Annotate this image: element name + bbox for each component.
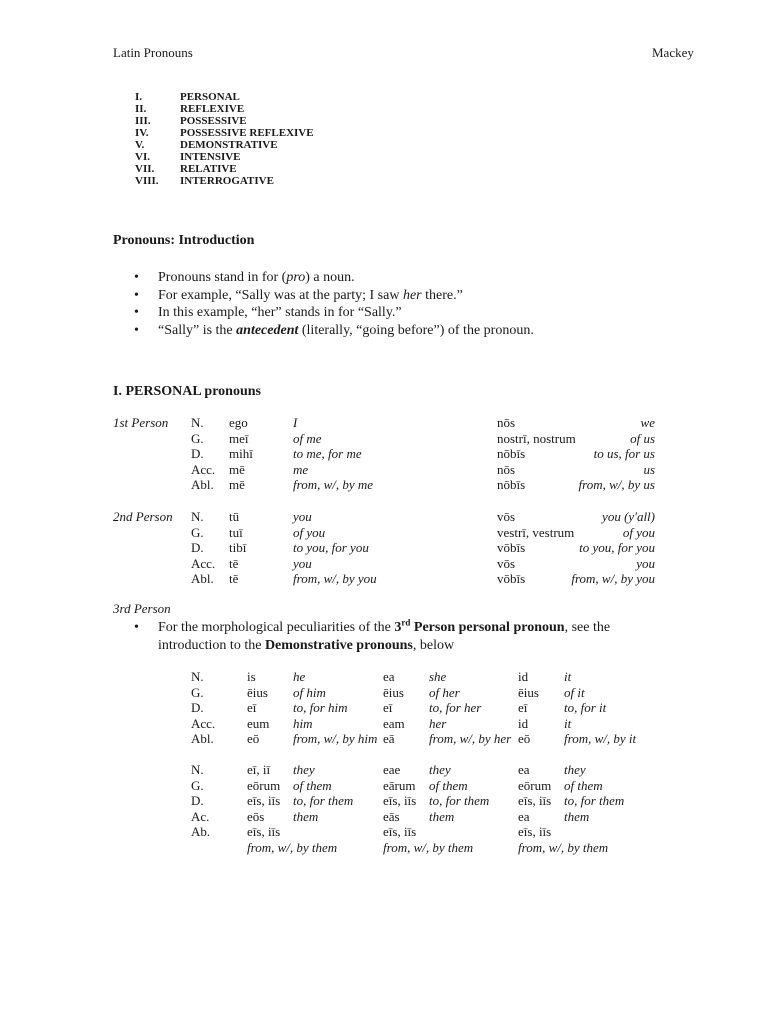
toc-label: POSSESSIVE REFLEXIVE xyxy=(180,127,314,139)
latin-plural-form: vōs xyxy=(497,555,516,571)
english-gloss: from, w/, by you xyxy=(293,571,377,586)
section-heading-personal: I. PERSONAL pronouns xyxy=(113,384,261,399)
case-label: Ab. xyxy=(191,824,211,839)
masc-gloss: them xyxy=(293,808,319,824)
ab-eng-f: from, w/, by them xyxy=(383,840,474,855)
fem-gloss: her xyxy=(429,715,447,731)
masc-form: is xyxy=(247,669,256,684)
latin-plural-form: nōbīs xyxy=(497,477,526,492)
case-label: G. xyxy=(191,684,204,700)
masc-gloss: to, for them xyxy=(293,793,354,808)
latin-form: tuī xyxy=(229,524,243,540)
english-gloss: you xyxy=(293,555,312,571)
case-label: D. xyxy=(191,540,204,555)
neut-gloss: to, for them xyxy=(564,793,625,808)
intro-heading: Pronouns: Introduction xyxy=(113,233,255,248)
masc-form: eīs, iīs xyxy=(247,793,281,808)
masc-form: eōrum xyxy=(247,777,281,793)
case-label: Acc. xyxy=(191,555,216,571)
neut-form: eī xyxy=(518,700,528,715)
toc-num: IV. xyxy=(135,127,149,139)
fem-form: ea xyxy=(383,669,395,684)
person-label: 2nd Person xyxy=(113,509,173,524)
masc-form: eīs, iīs xyxy=(247,824,281,839)
header-right: Mackey xyxy=(652,45,694,60)
latin-form: ego xyxy=(229,415,248,430)
toc-num: VII. xyxy=(135,163,155,175)
bullet-icon: • xyxy=(134,270,139,285)
neut-gloss: they xyxy=(564,762,586,777)
bullet-icon: • xyxy=(134,620,139,635)
neut-gloss: of it xyxy=(564,684,585,700)
third-person-note-line2 xyxy=(158,638,454,654)
latin-plural-form: nostrī, nostrum xyxy=(497,430,576,446)
note-sup: rd xyxy=(401,617,411,628)
english-plural-gloss: of you xyxy=(622,524,655,540)
third-person-note xyxy=(158,617,611,636)
english-gloss: from, w/, by me xyxy=(293,477,374,492)
case-label: N. xyxy=(191,415,204,430)
neut-gloss: it xyxy=(564,715,572,731)
bullet-icon: • xyxy=(134,322,139,338)
bullet-text: “Sally” is the xyxy=(158,322,237,338)
english-plural-gloss: us xyxy=(643,461,655,477)
fem-gloss: of her xyxy=(429,684,460,700)
neut-form: ea xyxy=(518,762,530,777)
case-label: Acc. xyxy=(191,715,216,731)
masc-form: eōs xyxy=(247,808,265,824)
latin-form: mihī xyxy=(229,446,253,461)
english-gloss: to you, for you xyxy=(293,540,369,555)
ab-eng-m: from, w/, by them xyxy=(247,840,338,855)
case-label: G. xyxy=(191,777,204,793)
case-label: Acc. xyxy=(191,461,216,477)
neut-form: id xyxy=(518,715,529,731)
masc-form: eō xyxy=(247,731,260,746)
fem-form: ēius xyxy=(383,684,404,700)
latin-form: meī xyxy=(229,430,249,446)
latin-plural-form: vōbīs xyxy=(497,540,526,555)
latin-plural-form: nōs xyxy=(497,415,516,430)
fem-gloss: she xyxy=(429,669,447,684)
bullet-text: there.” xyxy=(421,287,463,303)
fem-form: eīs, iīs xyxy=(383,793,417,808)
case-label: G. xyxy=(191,430,204,446)
neut-gloss: them xyxy=(564,808,590,824)
neut-gloss: to, for it xyxy=(564,700,607,715)
case-label: G. xyxy=(191,524,204,540)
bullet-text: Pronouns stand in for ( xyxy=(158,270,287,285)
neut-form: eīs, iīs xyxy=(518,793,552,808)
english-gloss: of you xyxy=(293,524,326,540)
bullet-emphasis: pro xyxy=(286,270,306,285)
case-label: Ac. xyxy=(191,808,210,824)
latin-form: tē xyxy=(229,555,239,571)
latin-form: tū xyxy=(229,509,240,524)
bullet-text: In this example, “her” stands in for “Sally.” xyxy=(158,305,402,320)
english-gloss: you xyxy=(293,509,312,524)
bullet-emphasis: her xyxy=(402,287,422,303)
toc-num: VI. xyxy=(135,151,150,163)
fem-gloss: from, w/, by her xyxy=(429,731,512,746)
english-gloss: to me, for me xyxy=(293,446,362,461)
fem-form: eā xyxy=(383,731,395,746)
masc-form: ēius xyxy=(247,684,268,700)
case-label: D. xyxy=(191,446,204,461)
latin-form: mē xyxy=(229,477,245,492)
note-text: For the morphological peculiarities of the xyxy=(158,620,395,635)
bullet-text: (literally, “going before”) of the pronoun. xyxy=(298,322,534,338)
neut-form: id xyxy=(518,669,529,684)
toc-num: III. xyxy=(135,115,151,127)
fem-form: eae xyxy=(383,762,401,777)
note-bold: Demonstrative pronouns xyxy=(264,638,413,653)
latin-plural-form: vōbīs xyxy=(497,571,526,586)
english-plural-gloss: of us xyxy=(630,430,655,446)
latin-form: tē xyxy=(229,571,239,586)
latin-plural-form: vestrī, vestrum xyxy=(497,524,575,540)
toc-label: PERSONAL xyxy=(180,91,240,103)
ab-eng-n: from, w/, by them xyxy=(518,840,609,855)
fem-gloss: they xyxy=(429,762,451,777)
latin-form: tibī xyxy=(229,540,247,555)
case-label: D. xyxy=(191,793,204,808)
english-plural-gloss: you xyxy=(636,555,655,571)
list-item xyxy=(134,304,534,322)
neut-gloss: it xyxy=(564,669,572,684)
toc-num: I. xyxy=(135,91,143,103)
bullet-icon: • xyxy=(134,287,139,303)
toc-label: INTERROGATIVE xyxy=(180,175,274,187)
neut-form: eō xyxy=(518,731,531,746)
fem-gloss: them xyxy=(429,808,455,824)
fem-form: eārum xyxy=(383,777,416,793)
latin-plural-form: vōs xyxy=(497,509,516,524)
neut-gloss: of them xyxy=(564,777,603,793)
fem-gloss: of them xyxy=(429,777,468,793)
neut-form: ea xyxy=(518,808,530,824)
english-gloss: of me xyxy=(293,430,322,446)
note-bold: Person personal pronoun xyxy=(410,620,565,635)
masc-gloss: him xyxy=(293,715,313,731)
latin-plural-form: nōbīs xyxy=(497,446,526,461)
list-item xyxy=(134,269,534,287)
toc-label: DEMONSTRATIVE xyxy=(180,139,278,151)
neut-gloss: from, w/, by it xyxy=(564,731,637,746)
english-plural-gloss: you (y'all) xyxy=(602,509,655,524)
fem-form: eās xyxy=(383,808,400,824)
masc-gloss: to, for him xyxy=(293,700,348,715)
note-text: introduction to the xyxy=(158,638,265,653)
masc-gloss: of them xyxy=(293,777,332,793)
toc-label: RELATIVE xyxy=(180,163,237,175)
note-text: , see the xyxy=(564,620,611,635)
neut-form: eīs, iīs xyxy=(518,824,552,839)
case-label: Abl. xyxy=(191,477,214,492)
masc-gloss: of him xyxy=(293,684,326,700)
toc-label: INTENSIVE xyxy=(180,151,241,163)
masc-gloss: from, w/, by him xyxy=(293,731,378,746)
english-plural-gloss: we xyxy=(640,415,655,430)
toc-num: II. xyxy=(135,103,147,115)
neut-form: eōrum xyxy=(518,777,552,793)
note-bold: 3 xyxy=(394,620,402,635)
masc-form: eī, iī xyxy=(247,762,271,777)
toc-label: REFLEXIVE xyxy=(180,103,245,115)
header-left: Latin Pronouns xyxy=(113,45,193,60)
english-plural-gloss: from, w/, by us xyxy=(578,477,655,492)
bullet-icon: • xyxy=(134,305,139,320)
toc-num: V. xyxy=(135,139,145,151)
fem-gloss: to, for them xyxy=(429,793,490,808)
fem-gloss: to, for her xyxy=(429,700,482,715)
latin-form: mē xyxy=(229,461,245,477)
case-label: N. xyxy=(191,669,204,684)
toc-label: POSSESSIVE xyxy=(180,115,247,127)
masc-form: eum xyxy=(247,715,270,731)
english-gloss: I xyxy=(293,415,298,430)
case-label: N. xyxy=(191,509,204,524)
fem-form: eī xyxy=(383,700,393,715)
latin-plural-form: nōs xyxy=(497,461,516,477)
intro-bullets xyxy=(134,269,534,339)
list-item xyxy=(134,322,534,340)
case-label: Abl. xyxy=(191,571,214,586)
note-text: , below xyxy=(412,638,455,653)
fem-form: eam xyxy=(383,715,405,731)
person-label: 1st Person xyxy=(113,415,169,430)
english-plural-gloss: from, w/, by you xyxy=(571,571,655,586)
masc-gloss: they xyxy=(293,762,315,777)
masc-form: eī xyxy=(247,700,257,715)
masc-gloss: he xyxy=(293,669,306,684)
toc-num: VIII. xyxy=(135,175,159,187)
third-person-label: 3rd Person xyxy=(113,601,171,616)
bullet-emphasis: antecedent xyxy=(236,322,299,338)
english-gloss: me xyxy=(293,461,309,477)
neut-form: ēius xyxy=(518,684,539,700)
fem-form: eīs, iīs xyxy=(383,824,417,839)
case-label: N. xyxy=(191,762,204,777)
english-plural-gloss: to us, for us xyxy=(593,446,655,461)
english-plural-gloss: to you, for you xyxy=(579,540,655,555)
list-item xyxy=(134,287,534,305)
case-label: D. xyxy=(191,700,204,715)
bullet-text: For example, “Sally was at the party; I saw xyxy=(158,287,403,303)
bullet-text: ) a noun. xyxy=(305,270,355,285)
case-label: Abl. xyxy=(191,731,214,746)
